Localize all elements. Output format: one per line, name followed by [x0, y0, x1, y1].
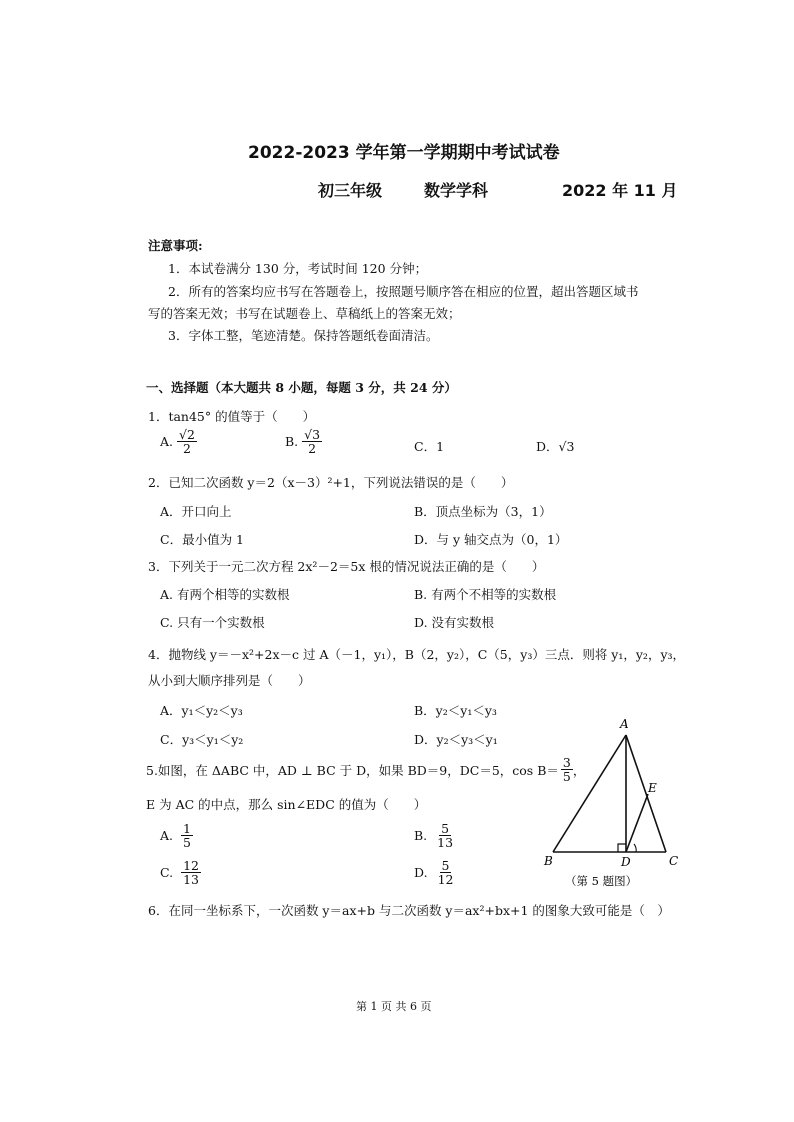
q3-option-b: B. 有两个不相等的实数根: [414, 587, 557, 602]
q1-option-c: C．1: [414, 439, 445, 454]
q1-b-num: √3: [304, 427, 321, 442]
q5-a-fraction: [181, 822, 193, 849]
q5-b-fraction: [435, 822, 455, 849]
q5-stem-text: 5.如图，在 ΔABC 中，AD ⊥ BC 于 D，如果 BD＝9，DC＝5，cos B＝: [146, 762, 559, 778]
q1-a-den: 2: [183, 441, 191, 457]
q1-b-label: B.: [285, 434, 299, 450]
q5-c-num: 12: [183, 858, 199, 873]
q4-option-c: C．y₃＜y₁＜y₂: [160, 732, 244, 747]
q3-option-a: A. 有两个相等的实数根: [160, 587, 290, 602]
figure-caption: （第 5 题图）: [565, 874, 638, 888]
exam-title: 2022-2023 学年第一学期期中考试试卷: [248, 143, 560, 163]
q4-stem-line2: 从小到大顺序排列是（ ）: [148, 673, 311, 688]
q5-a-label: A.: [160, 828, 174, 844]
q5-c-label: C.: [160, 865, 174, 881]
q3-option-c: C. 只有一个实数根: [160, 615, 265, 630]
q5-d-num: 5: [441, 858, 450, 873]
notes-heading: 注意事项:: [148, 238, 203, 253]
q1-a-num: √2: [179, 427, 195, 442]
q1-a-label: A.: [160, 434, 174, 450]
q4-option-b: B．y₂＜y₁＜y₃: [414, 703, 497, 718]
q4-option-a: A．y₁＜y₂＜y₃: [160, 703, 243, 718]
q2-option-c: C．最小值为 1: [160, 532, 244, 547]
q5-a-num: 1: [183, 821, 191, 836]
label-a: A: [620, 717, 629, 731]
segment-de: [626, 794, 648, 852]
q5-c-den: 13: [183, 872, 199, 888]
section-heading: 一、选择题（本大题共 8 小题，每题 3 分，共 24 分）: [146, 380, 457, 395]
q5-d-fraction: [436, 859, 456, 886]
q2-stem: 2．已知二次函数 y＝2（x－3）²+1，下列说法错误的是（ ）: [148, 475, 514, 490]
q2-option-d: D．与 y 轴交点为（0，1）: [414, 532, 568, 547]
q1-b-den: 2: [308, 441, 317, 457]
label-e: E: [648, 781, 657, 795]
q5-b-num: 5: [441, 821, 450, 836]
note-1: 1．本试卷满分 130 分，考试时间 120 分钟；: [168, 261, 428, 276]
q3-option-d: D. 没有实数根: [414, 615, 495, 630]
subject-label: 数学学科: [424, 181, 489, 200]
page-number: 第 1 页 共 6 页: [356, 1000, 432, 1013]
side-ab: [553, 735, 626, 852]
label-d: D: [621, 855, 631, 869]
q5-cos-num: 3: [562, 755, 571, 770]
q5-c-fraction: [181, 859, 201, 886]
q5-stem-line2: E 为 AC 的中点，那么 sin∠EDC 的值为（ ）: [146, 797, 427, 812]
q1-a-fraction: [177, 428, 197, 455]
q4-stem-line1: 4．抛物线 y＝－x²+2x－c 过 A（－1，y₁），B（2，y₂），C（5，y₃）三点．则将 y₁，y₂，y₃，: [148, 647, 686, 662]
triangle-figure: [535, 710, 695, 895]
q2-option-b: B．顶点坐标为（3，1）: [414, 504, 552, 519]
label-b: B: [544, 854, 553, 868]
q5-b-label: B.: [414, 828, 428, 844]
q5-a-den: 5: [183, 835, 191, 851]
q5-option-d: [414, 859, 455, 886]
exam-date: 2022 年 11 月: [562, 181, 678, 200]
q4-option-d: D．y₂＜y₃＜y₁: [414, 732, 498, 747]
q1-stem: 1．tan45° 的值等于（ ）: [148, 409, 316, 424]
note-2b: 写的答案无效；书写在试题卷上、草稿纸上的答案无效；: [148, 306, 461, 321]
q1-option-d: D．√3: [536, 439, 575, 454]
q5-b-den: 13: [437, 835, 454, 851]
label-c: C: [669, 854, 679, 868]
q6-stem: 6．在同一坐标系下，一次函数 y＝ax+b 与二次函数 y＝ax²+bx+1 的图象大致可能是（ ）: [148, 903, 670, 918]
q5-option-b: [414, 822, 455, 849]
q5-option-a: [160, 822, 193, 849]
q5-stem-end: ，: [572, 762, 586, 778]
q1-option-a: [160, 428, 197, 455]
right-angle-mark: [618, 844, 626, 852]
q2-option-a: A．开口向上: [160, 504, 232, 519]
note-2a: 2．所有的答案均应书写在答题卷上，按照题号顺序答在相应的位置，超出答题区域书: [168, 284, 639, 299]
q5-cos-den: 5: [562, 769, 571, 785]
q5-stem-line1: [146, 756, 585, 783]
note-3: 3．字体工整，笔迹清楚。保持答题纸卷面清洁。: [168, 328, 439, 343]
q5-option-c: [160, 859, 201, 886]
q5-d-label: D.: [414, 865, 428, 881]
grade-label: 初三年级: [318, 181, 383, 200]
q5-d-den: 12: [437, 872, 454, 888]
q1-option-b: [285, 428, 322, 455]
q3-stem: 3．下列关于一元二次方程 2x²－2＝5x 根的情况说法正确的是（ ）: [148, 559, 545, 574]
q1-b-fraction: [302, 428, 322, 455]
angle-mark: [634, 844, 636, 852]
